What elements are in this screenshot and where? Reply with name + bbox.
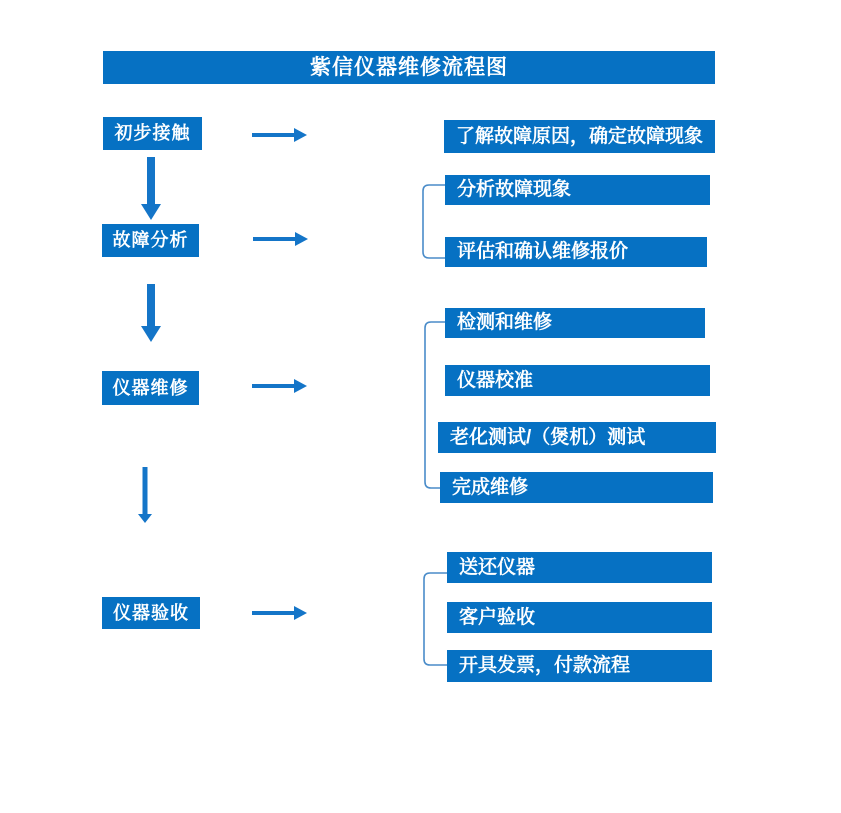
detail-box-test-and-repair: 检测和维修 [445, 308, 705, 338]
detail-box-return-instrument: 送还仪器 [447, 552, 712, 583]
detail-box-analyze-fault: 分析故障现象 [445, 175, 710, 205]
arrow-right-icon [253, 232, 308, 246]
arrow-right-icon [252, 379, 307, 393]
detail-box-understand-fault: 了解故障原因，确定故障现象 [444, 120, 715, 153]
stage-box-initial-contact: 初步接触 [103, 117, 202, 150]
detail-box-invoice-payment: 开具发票，付款流程 [447, 650, 712, 682]
stage-box-instrument-repair: 仪器维修 [102, 371, 199, 405]
stage-box-instrument-acceptance: 仪器验收 [102, 597, 200, 629]
arrow-right-icon [252, 606, 307, 620]
bracket-icon [423, 320, 445, 490]
arrow-right-icon [252, 128, 307, 142]
detail-box-customer-acceptance: 客户验收 [447, 602, 712, 633]
stage-box-fault-analysis: 故障分析 [102, 224, 199, 257]
detail-box-calibration: 仪器校准 [445, 365, 710, 396]
arrow-down-icon [141, 284, 161, 342]
arrow-down-icon [141, 157, 161, 220]
flowchart-title: 紫信仪器维修流程图 [103, 51, 715, 84]
detail-box-confirm-quote: 评估和确认维修报价 [445, 237, 707, 267]
bracket-icon [422, 571, 448, 667]
detail-box-repair-complete: 完成维修 [440, 472, 713, 503]
detail-box-aging-test: 老化测试/（煲机）测试 [438, 422, 716, 453]
arrow-down-icon [138, 467, 152, 523]
bracket-icon [421, 183, 445, 260]
